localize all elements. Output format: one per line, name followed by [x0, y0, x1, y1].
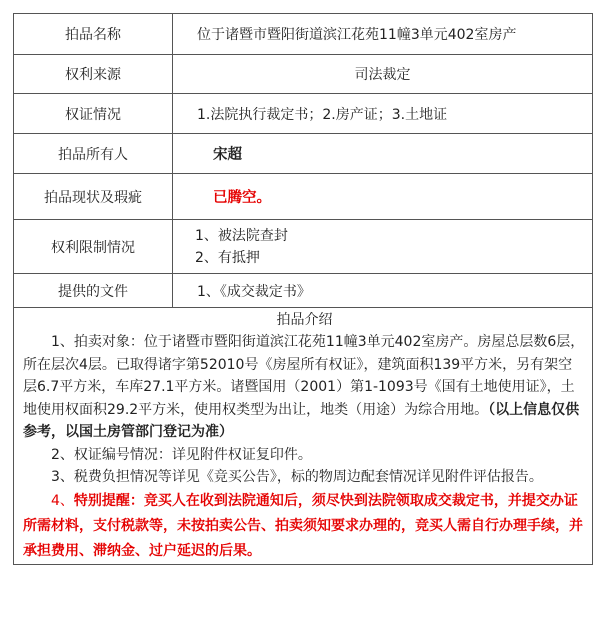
label-item-name: 拍品名称	[14, 14, 173, 54]
intro-p1-note: （以上信息仅供参考，以国土房管部门登记为准）	[23, 401, 580, 440]
intro-p4-warning: 特别提醒：竞买人在收到法院通知后，须尽快到法院领取成交裁定书，并提交办证所需材料，支付税款等，未按拍卖公告、拍卖须知要求办理的，竞买人需自行办理手续，并承担费用、滞纳金、过户延迟的后果。	[23, 492, 583, 559]
row-certificates	[14, 94, 593, 134]
label-owner: 拍品所有人	[14, 134, 173, 173]
auction-info-table	[13, 13, 593, 565]
row-intro	[14, 308, 593, 565]
intro-paragraph-4	[23, 489, 586, 564]
value-owner: 宋超	[173, 134, 593, 173]
label-status: 拍品现状及瑕疵	[14, 174, 173, 219]
intro-title: 拍品介绍	[276, 312, 333, 328]
intro-p1-text: 1、拍卖对象：位于诸暨市暨阳街道滨江花苑11幢3单元402室房产。房屋总层数6层，所在层次4层。已取得诸字第52010号《房屋所有权证》，建筑面积139平方米，另有架空层6.7平方米，车库27.1平方米。诸暨国用（2001）第1-1093号《国有土地使用证》，土地使用权面积29.2平方米，使用权类型为出让，地类（用途）为综合用地。	[23, 334, 585, 418]
intro-p4-lead: 4、	[51, 492, 74, 509]
value-documents: 1、《成交裁定书》	[173, 274, 593, 307]
value-item-name: 位于诸暨市暨阳街道滨江花苑11幢3单元402室房产	[173, 14, 593, 54]
row-right-source	[14, 55, 593, 94]
intro-paragraph-2: 2、权证编号情况：详见附件权证复印件。	[51, 446, 312, 463]
label-right-source: 权利来源	[14, 55, 173, 93]
value-certificates: 1.法院执行裁定书；2.房产证；3.土地证	[173, 94, 593, 133]
value-status: 已腾空。	[173, 174, 593, 219]
label-certificates: 权证情况	[14, 94, 173, 133]
row-item-name	[14, 14, 593, 55]
intro-paragraph-3: 3、税费负担情况等详见《竞买公告》，标的物周边配套情况详见附件评估报告。	[51, 469, 543, 485]
row-documents	[14, 274, 593, 308]
restriction-item: 1、被法院查封	[195, 227, 288, 244]
intro-paragraph-1	[23, 331, 586, 444]
intro-section	[14, 308, 593, 564]
value-right-source: 司法裁定	[173, 55, 593, 93]
label-restrictions: 权利限制情况	[14, 220, 173, 273]
row-owner	[14, 134, 593, 174]
row-status	[14, 174, 593, 220]
value-restrictions	[173, 220, 593, 273]
row-restrictions	[14, 220, 593, 274]
restriction-item: 2、有抵押	[195, 249, 260, 266]
label-documents: 提供的文件	[14, 274, 173, 307]
